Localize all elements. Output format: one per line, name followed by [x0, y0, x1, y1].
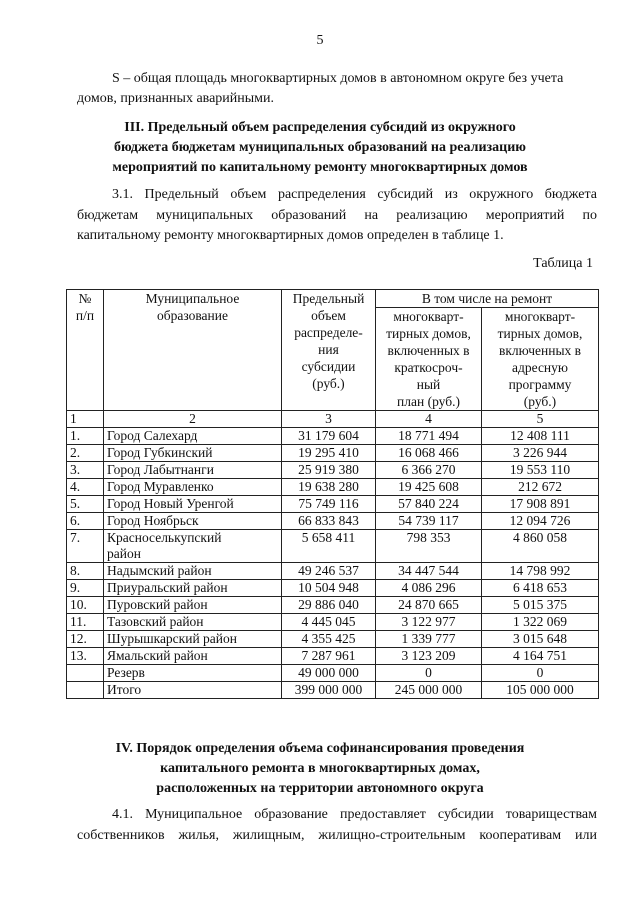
address-program-cell: 3 015 648: [482, 631, 599, 648]
table-row: [67, 462, 599, 479]
table-row: [67, 496, 599, 513]
limit-cell: 25 919 380: [282, 462, 376, 479]
short-term-cell: 0: [376, 665, 482, 682]
limit-cell: 4 445 045: [282, 614, 376, 631]
address-program-cell: 1 322 069: [482, 614, 599, 631]
subsidy-table: [66, 289, 599, 699]
row-number-cell: 5.: [67, 496, 104, 513]
address-program-cell: 0: [482, 665, 599, 682]
row-number-cell: 8.: [67, 563, 104, 580]
short-term-cell: 798 353: [376, 530, 482, 563]
short-term-cell: 57 840 224: [376, 496, 482, 513]
table-row: [67, 682, 599, 699]
address-program-cell: 4 164 751: [482, 648, 599, 665]
header-municipality: Муниципальное образование: [104, 290, 282, 411]
section-4-title-line: капитального ремонта в многоквартирных домах,: [160, 761, 480, 776]
header-limit: Предельный объем распределе- ния субсидии (руб.): [282, 290, 376, 411]
municipality-cell: Шурышкарский район: [104, 631, 282, 648]
limit-cell: 10 504 948: [282, 580, 376, 597]
municipality-cell: Город Салехард: [104, 428, 282, 445]
short-term-cell: 6 366 270: [376, 462, 482, 479]
row-number-cell: 11.: [67, 614, 104, 631]
limit-cell: 19 638 280: [282, 479, 376, 496]
row-number-cell: 7.: [67, 530, 104, 563]
intro-line-2: домов, признанных аварийными.: [77, 91, 275, 106]
short-term-cell: 34 447 544: [376, 563, 482, 580]
municipality-cell: Тазовский район: [104, 614, 282, 631]
header-including: В том числе на ремонт: [376, 290, 599, 308]
page-number: 5: [316, 33, 324, 48]
section-4-title-line: расположенных на территории автономного округа: [156, 781, 484, 796]
section-4-title-line: IV. Порядок определения объема софинансирования проведения: [115, 741, 525, 756]
limit-cell: 29 886 040: [282, 597, 376, 614]
short-term-cell: 3 122 977: [376, 614, 482, 631]
column-number-row: [67, 411, 599, 428]
municipality-cell: Приуральский район: [104, 580, 282, 597]
row-number-cell: [67, 682, 104, 699]
short-term-cell: 54 739 117: [376, 513, 482, 530]
address-program-cell: 4 860 058: [482, 530, 599, 563]
row-number-cell: 2.: [67, 445, 104, 462]
municipality-cell: Город Муравленко: [104, 479, 282, 496]
municipality-cell: Пуровский район: [104, 597, 282, 614]
intro-line-1: S – общая площадь многоквартирных домов в автономном округе без учета: [112, 71, 564, 86]
municipality-cell: Ямальский район: [104, 648, 282, 665]
limit-cell: 5 658 411: [282, 530, 376, 563]
address-program-cell: 3 226 944: [482, 445, 599, 462]
municipality-cell: Резерв: [104, 665, 282, 682]
limit-cell: 49 246 537: [282, 563, 376, 580]
table-row: [67, 445, 599, 462]
municipality-cell: Итого: [104, 682, 282, 699]
section-4-title: [60, 739, 580, 799]
municipality-cell: Город Лабытнанги: [104, 462, 282, 479]
short-term-cell: 3 123 209: [376, 648, 482, 665]
address-program-cell: 6 418 653: [482, 580, 599, 597]
short-term-cell: 4 086 296: [376, 580, 482, 597]
limit-cell: 66 833 843: [282, 513, 376, 530]
short-term-cell: 24 870 665: [376, 597, 482, 614]
column-number: 5: [482, 411, 599, 428]
section-3-para-line-1: 3.1. Предельный объем распределения субсидий из окружного бюджета: [112, 187, 597, 202]
municipality-cell: Город Губкинский: [104, 445, 282, 462]
section-4-para-line-2: собственников жилья, жилищным, жилищно-строительным кооперативам или: [77, 828, 597, 843]
column-number: 2: [104, 411, 282, 428]
header-address-program: многокварт- тирных домов, включенных в адресную программу (руб.): [482, 308, 599, 411]
row-number-cell: 4.: [67, 479, 104, 496]
short-term-cell: 245 000 000: [376, 682, 482, 699]
row-number-cell: 10.: [67, 597, 104, 614]
column-number: 4: [376, 411, 482, 428]
row-number-cell: 12.: [67, 631, 104, 648]
column-number: 3: [282, 411, 376, 428]
section-3-title-line: мероприятий по капитальному ремонту многоквартирных домов: [112, 160, 528, 175]
row-number-cell: 9.: [67, 580, 104, 597]
limit-cell: 49 000 000: [282, 665, 376, 682]
limit-cell: 4 355 425: [282, 631, 376, 648]
table-row: [67, 580, 599, 597]
section-3-title-line: III. Предельный объем распределения субсидий из окружного: [124, 120, 516, 135]
address-program-cell: 17 908 891: [482, 496, 599, 513]
short-term-cell: 16 068 466: [376, 445, 482, 462]
table-header-row: [67, 290, 599, 308]
table-row: [67, 597, 599, 614]
table-row: [67, 665, 599, 682]
table-body: [67, 428, 599, 699]
municipality-cell: Город Новый Уренгой: [104, 496, 282, 513]
address-program-cell: 105 000 000: [482, 682, 599, 699]
address-program-cell: 14 798 992: [482, 563, 599, 580]
address-program-cell: 19 553 110: [482, 462, 599, 479]
short-term-cell: 18 771 494: [376, 428, 482, 445]
municipality-cell: Надымский район: [104, 563, 282, 580]
table-row: [67, 479, 599, 496]
row-number-cell: 6.: [67, 513, 104, 530]
row-number-cell: [67, 665, 104, 682]
section-3-para-line-3: капитальному ремонту многоквартирных домов определен в таблице 1.: [77, 228, 504, 243]
table-row: [67, 631, 599, 648]
section-3-para-line-2: бюджетам муниципальных образований на реализацию мероприятий по: [77, 208, 597, 223]
address-program-cell: 12 408 111: [482, 428, 599, 445]
limit-cell: 75 749 116: [282, 496, 376, 513]
section-3-title: [60, 118, 580, 178]
table-row: [67, 513, 599, 530]
header-short-term: многокварт- тирных домов, включенных в краткосроч- ный план (руб.): [376, 308, 482, 411]
table-caption: Таблица 1: [533, 256, 593, 271]
limit-cell: 399 000 000: [282, 682, 376, 699]
short-term-cell: 19 425 608: [376, 479, 482, 496]
municipality-cell: Красноселькупский район: [104, 530, 282, 563]
row-number-cell: 13.: [67, 648, 104, 665]
address-program-cell: 5 015 375: [482, 597, 599, 614]
section-3-title-line: бюджета бюджетам муниципальных образований на реализацию: [113, 140, 526, 155]
short-term-cell: 1 339 777: [376, 631, 482, 648]
table-row: [67, 614, 599, 631]
row-number-cell: 1.: [67, 428, 104, 445]
limit-cell: 31 179 604: [282, 428, 376, 445]
limit-cell: 19 295 410: [282, 445, 376, 462]
column-number: 1: [67, 411, 104, 428]
table-row: [67, 530, 599, 563]
address-program-cell: 12 094 726: [482, 513, 599, 530]
limit-cell: 7 287 961: [282, 648, 376, 665]
address-program-cell: 212 672: [482, 479, 599, 496]
municipality-cell: Город Ноябрьск: [104, 513, 282, 530]
row-number-cell: 3.: [67, 462, 104, 479]
table-row: [67, 428, 599, 445]
table-row: [67, 648, 599, 665]
section-4-para-line-1: 4.1. Муниципальное образование предоставляет субсидии товариществам: [112, 807, 597, 822]
table-row: [67, 563, 599, 580]
header-number: № п/п: [67, 290, 104, 411]
